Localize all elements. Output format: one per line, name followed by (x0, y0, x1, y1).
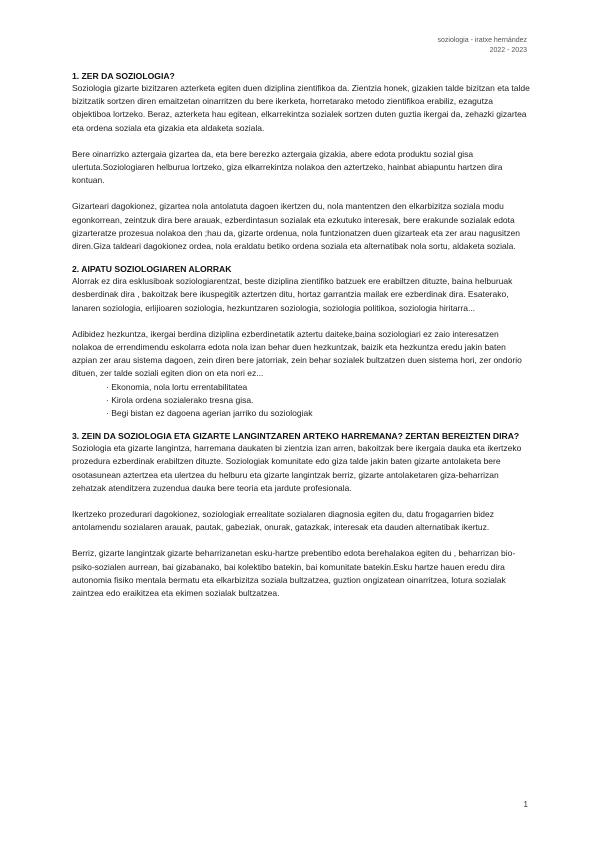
section-1 (72, 70, 530, 253)
bullet-list (72, 381, 530, 421)
bullet-item: · Kirola ordena sozialerako tresna gisa. (106, 394, 530, 407)
paragraph: Bere oinarrizko aztergaia gizartea da, eta bere berezko aztergaia gizakia, abere edota produktu sozial gisa ulertuta.Soziologiaren helburua lortzeko, giza elkarrekintza nolakoa den aztertzeko, hainbat abiapuntu hartzen dira kontuan. (72, 148, 503, 186)
paragraph: Berriz, gizarte langintzak gizarte beharrizanetan esku-hartze prebentibo edota berehalakoa egiten du , beharrizan bio-psiko-sozialen aurrean, bai gizabanako, bai kolektibo batekin, bai komunitate batekin.Esku hartze hauen eredu dira autonomia fisiko mentala bermatu eta elkarbizitza soziala bultzatzea, guztion ongizatean oinarritzea, lotura sozialak zaintzea edo eraikitzea eta ekimen sozialak bultzatzea. (72, 548, 516, 599)
section-heading: 1. ZER DA SOZIOLOGIA? (72, 71, 175, 81)
paragraph: Gizarteari dagokionez, gizartea nola antolatuta dagoen ikertzen du, nola mantentzen den elkarbizitza soziala modu egonkorrean, zeintzuk dira bere arauak, ezberdintasun sozialak eta ezkutuko interesak, bere erakunde sozialak edota gizarteratze prozesua nolakoa den ;hau da, gizarte ordenua, nola funtzionatzen duen gizarteak eta zer arau nagusitzen diren.Giza taldeari dagokionez ordea, nola eraldatu betiko ordena soziala eta alternatibak nola sortu, aldaketa soziala. (72, 201, 520, 252)
running-header (438, 36, 528, 56)
section-heading: 2. AIPATU SOZIOLOGIAREN ALORRAK (72, 264, 232, 275)
bullet-item: · Ekonomia, nola lortu errentabilitatea (106, 381, 530, 394)
document-body (72, 70, 530, 600)
paragraph: Alorrak ez dira esklusiboak soziologiarentzat, beste diziplina zientifiko batzuek ere erabiltzen dituzte, baina helburuak desberdinak dira , bakoitzak bere ikuspegitik aztertzen ditu, hortaz garrantzia mailak ere ezberdinak dira. Esaterako, lanaren soziologia, erlijioaren soziologia, hezkuntzaren soziologia, soziologia politikoa, soziologia hiritarra... (72, 276, 513, 313)
year-line: 2022 - 2023 (489, 47, 527, 54)
author-line: soziologia - iratxe hernández (437, 37, 527, 44)
paragraph: Soziologia eta gizarte langintza, harremana daukaten bi zientzia izan arren, bakoitzak bere ikergaia dauka eta ikertzeko prozedura ezberdinak erabiltzen dituzte. Soziologiak komunitate edo giza talde jakin baten gizarte antolaketa bere osotasunean aztertzea eta ulertzea du helburu eta gizarte langintzak berriz, gizarte antolaketaren giza-beharrizan zehatzak atenditzera zuzendua dauka bere teoria eta jardute profesionala. (72, 443, 522, 493)
section-heading: 3. ZEIN DA SOZIOLOGIA ETA GIZARTE LANGINTZAREN ARTEKO HARREMANA? ZERTAN BEREIZTEN DIRA? (72, 431, 520, 442)
section-3 (72, 430, 530, 600)
section-2 (72, 263, 530, 420)
paragraph: Soziologia gizarte bizitzaren azterketa egiten duen diziplina zientifikoa da. Zientzia honek, gizakien talde bizitzan eta talde bizitzatik sortzen diren emaitzetan oinarritzen du bere ikerketa, horretarako metodo zientifikoa erabiliz, ezagutza objektiboa lortzeko. Beraz, azterketa hau egitean, elkarrekintza sozialek sortzen duten guztia ikergai da, zehazki gizartea eta ordena soziala eta gizakia eta aldaketa soziala. (72, 83, 530, 133)
bullet-item: · Begi bistan ez dagoena agerian jarriko du soziologiak (106, 407, 530, 420)
paragraph: Ikertzeko prozedurari dagokionez, soziologiak errealitate sozialaren diagnosia egiten du, datu frogagarrien bidez antolamendu sozialaren arauak, pautak, gabeziak, onurak, gatazkak, interesak eta dauden alternatibak ikertuz. (72, 509, 494, 533)
page-number: 1 (523, 800, 528, 809)
paragraph: Adibidez hezkuntza, ikergai berdina diziplina ezberdinetatik aztertu daiteke,baina soziologiari ez zaio interesatzen nolakoa de errendimendu eskolarra edota nola izan behar duen hezkuntzak, baizik eta hezkuntza eredu jakin baten azpian zer arau sistema dagoen, zein diren bere jatorriak, zein behar sozialek bultzatzen duen sistema hori, zer ondorio dituen, zer talde soziali egiten dion on eta nori ez... (72, 328, 522, 379)
